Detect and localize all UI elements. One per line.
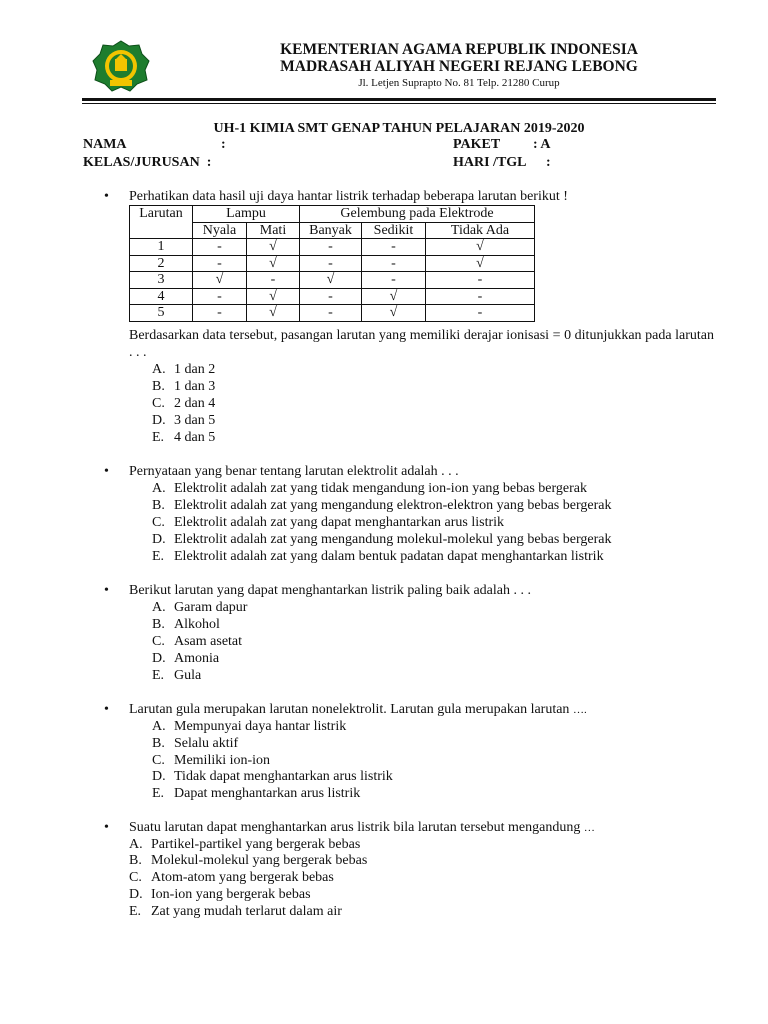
conductivity-table	[129, 205, 535, 322]
table-cell: -	[193, 305, 247, 322]
option-letter: A.	[152, 362, 166, 377]
option-letter: A.	[152, 600, 166, 615]
question-4-option-e[interactable]	[152, 785, 360, 802]
table-cell: √	[426, 239, 535, 256]
option-letter: E.	[129, 904, 142, 919]
school-name: MADRASAH ALIYAH NEGERI REJANG LEBONG	[280, 58, 638, 75]
question-5-option-b[interactable]	[129, 852, 367, 869]
ministry-emblem-icon	[92, 40, 150, 92]
table-cell: √	[247, 305, 300, 322]
table-row	[130, 255, 535, 272]
question-1-intro: Perhatikan data hasil uji daya hantar listrik terhadap beberapa larutan berikut !	[129, 189, 568, 204]
table-cell: -	[300, 255, 362, 272]
question-4-option-b[interactable]	[152, 735, 238, 752]
table-cell: 4	[130, 288, 193, 305]
option-letter: C.	[152, 634, 165, 649]
table-cell: -	[426, 305, 535, 322]
table-cell: 2	[130, 255, 193, 272]
option-letter: B.	[152, 379, 165, 394]
table-subheader-tidak-ada: Tidak Ada	[426, 222, 535, 239]
option-letter: D.	[129, 887, 143, 902]
question-1-option-b[interactable]	[152, 378, 215, 395]
question-4-text	[129, 701, 714, 719]
table-cell: -	[426, 288, 535, 305]
option-text: Mempunyai daya hantar listrik	[174, 719, 347, 734]
question-1-option-c[interactable]	[152, 395, 215, 412]
option-letter: D.	[152, 769, 166, 784]
option-letter: B.	[129, 853, 142, 868]
option-text: Elektrolit adalah zat yang mengandung molekul-molekul yang bebas bergerak	[174, 532, 612, 547]
table-cell: √	[300, 272, 362, 289]
question-1-option-e[interactable]	[152, 429, 215, 446]
question-4-option-c[interactable]	[152, 752, 270, 769]
table-header-lampu: Lampu	[193, 206, 300, 223]
option-text: Molekul-molekul yang bergerak bebas	[151, 853, 368, 868]
ministry-name: KEMENTERIAN AGAMA REPUBLIK INDONESIA	[280, 41, 638, 58]
nama-colon: :	[221, 137, 226, 152]
option-text: 4 dan 5	[174, 430, 216, 445]
option-text: 2 dan 4	[174, 396, 216, 411]
question-1-option-d[interactable]	[152, 412, 215, 429]
exam-title: UH-1 KIMIA SMT GENAP TAHUN PELAJARAN 2019-2020	[213, 121, 585, 136]
bullet-icon: •	[104, 702, 109, 717]
bullet-icon: •	[104, 189, 109, 204]
question-3-option-a[interactable]	[152, 599, 247, 616]
question-4-option-a[interactable]	[152, 718, 346, 735]
table-cell: -	[426, 272, 535, 289]
table-cell: √	[362, 305, 426, 322]
table-cell: -	[300, 288, 362, 305]
option-letter: E.	[152, 786, 165, 801]
option-text: Garam dapur	[174, 600, 248, 615]
option-letter: C.	[152, 396, 165, 411]
table-cell: -	[300, 305, 362, 322]
table-cell: √	[247, 288, 300, 305]
option-letter: D.	[152, 532, 166, 547]
question-3-option-e[interactable]	[152, 667, 201, 684]
school-address: Jl. Letjen Suprapto No. 81 Telp. 21280 Curup	[358, 77, 560, 89]
table-row	[130, 272, 535, 289]
table-cell: -	[193, 288, 247, 305]
option-text: Amonia	[174, 651, 220, 666]
table-cell: -	[362, 255, 426, 272]
option-letter: A.	[152, 481, 166, 496]
option-text: Elektrolit adalah zat yang mengandung elektron-elektron yang bebas bergerak	[174, 498, 612, 513]
nama-label: NAMA	[83, 137, 127, 152]
option-letter: B.	[152, 617, 165, 632]
question-2-option-b[interactable]	[152, 497, 611, 514]
option-letter: D.	[152, 413, 166, 428]
hari-colon: :	[546, 155, 551, 170]
option-text: Memiliki ion-ion	[174, 753, 271, 768]
question-3-option-c[interactable]	[152, 633, 242, 650]
question-5-option-a[interactable]	[129, 836, 360, 853]
option-text: Atom-atom yang bergerak bebas	[151, 870, 334, 885]
table-cell: -	[300, 239, 362, 256]
table-cell: √	[247, 239, 300, 256]
table-cell: -	[247, 272, 300, 289]
table-subheader-mati: Mati	[247, 222, 300, 239]
question-2-option-a[interactable]	[152, 480, 587, 497]
option-letter: E.	[152, 549, 165, 564]
option-letter: C.	[129, 870, 142, 885]
table-header-larutan: Larutan	[130, 206, 193, 239]
option-text: Alkohol	[174, 617, 220, 632]
question-5-option-e[interactable]	[129, 903, 342, 920]
table-row	[130, 305, 535, 322]
question-3-text: Berikut larutan yang dapat menghantarkan listrik paling baik adalah . . .	[129, 583, 531, 598]
hari-label: HARI /TGL	[453, 155, 527, 170]
table-cell: -	[362, 239, 426, 256]
table-cell: 1	[130, 239, 193, 256]
question-5-text	[129, 819, 714, 837]
table-cell: √	[426, 255, 535, 272]
question-4-option-d[interactable]	[152, 768, 393, 785]
table-cell: 3	[130, 272, 193, 289]
table-subheader-nyala: Nyala	[193, 222, 247, 239]
table-cell: -	[193, 255, 247, 272]
table-subheader-banyak: Banyak	[300, 222, 362, 239]
option-letter: B.	[152, 736, 165, 751]
option-text: Ion-ion yang bergerak bebas	[151, 887, 311, 902]
bullet-icon: •	[104, 464, 109, 479]
question-3-option-b[interactable]	[152, 616, 220, 633]
option-text: 1 dan 3	[174, 379, 216, 394]
question-5-stem: Suatu larutan dapat menghantarkan arus listrik bila larutan tersebut mengandung	[129, 820, 581, 835]
option-text: 1 dan 2	[174, 362, 216, 377]
question-2-option-e[interactable]	[152, 548, 604, 565]
question-1-text: Berdasarkan data tersebut, pasangan larutan yang memiliki derajar ionisasi = 0 ditunjukkan pada larutan . . .	[129, 328, 714, 360]
option-text: 3 dan 5	[174, 413, 216, 428]
question-4-ellipsis: ….	[572, 704, 587, 716]
option-text: Elektrolit adalah zat yang dalam bentuk padatan dapat menghantarkan listrik	[174, 549, 604, 564]
question-3-option-d[interactable]	[152, 650, 219, 667]
table-cell: -	[362, 272, 426, 289]
option-text: Elektrolit adalah zat yang tidak mengandung ion-ion yang bebas bergerak	[174, 481, 587, 496]
header-divider-thick	[82, 98, 716, 101]
option-text: Selalu aktif	[174, 736, 239, 751]
table-row	[130, 288, 535, 305]
kelas-label: KELAS/JURUSAN :	[83, 155, 212, 170]
bullet-icon: •	[104, 820, 109, 835]
paket-label: PAKET	[453, 137, 501, 152]
option-text: Asam asetat	[174, 634, 243, 649]
option-text: Partikel-partikel yang bergerak bebas	[151, 837, 361, 852]
table-cell: √	[247, 255, 300, 272]
table-cell: √	[362, 288, 426, 305]
question-5-option-d[interactable]	[129, 886, 311, 903]
question-1-option-a[interactable]	[152, 361, 215, 378]
table-subheader-sedikit: Sedikit	[362, 222, 426, 239]
header-divider-thin	[82, 103, 716, 104]
question-2-option-d[interactable]	[152, 531, 612, 548]
question-5-ellipsis: …	[583, 822, 595, 834]
table-row	[130, 239, 535, 256]
option-text: Tidak dapat menghantarkan arus listrik	[174, 769, 393, 784]
option-text: Gula	[174, 668, 202, 683]
question-2-text: Pernyataan yang benar tentang larutan elektrolit adalah . . .	[129, 464, 459, 479]
question-5-option-c[interactable]	[129, 869, 334, 886]
option-text: Dapat menghantarkan arus listrik	[174, 786, 361, 801]
table-cell: 5	[130, 305, 193, 322]
option-text: Elektrolit adalah zat yang dapat menghantarkan arus listrik	[174, 515, 505, 530]
option-letter: E.	[152, 668, 165, 683]
option-letter: C.	[152, 515, 165, 530]
option-letter: D.	[152, 651, 166, 666]
option-text: Zat yang mudah terlarut dalam air	[151, 904, 342, 919]
table-cell: √	[193, 272, 247, 289]
option-letter: A.	[152, 719, 166, 734]
bullet-icon: •	[104, 583, 109, 598]
option-letter: B.	[152, 498, 165, 513]
paket-value: : A	[533, 137, 551, 152]
table-header-gelembung: Gelembung pada Elektrode	[300, 206, 535, 223]
option-letter: A.	[129, 837, 143, 852]
table-cell: -	[193, 239, 247, 256]
question-4-stem: Larutan gula merupakan larutan nonelektrolit. Larutan gula merupakan larutan	[129, 702, 570, 717]
option-letter: E.	[152, 430, 165, 445]
question-2-option-c[interactable]	[152, 514, 504, 531]
option-letter: C.	[152, 753, 165, 768]
